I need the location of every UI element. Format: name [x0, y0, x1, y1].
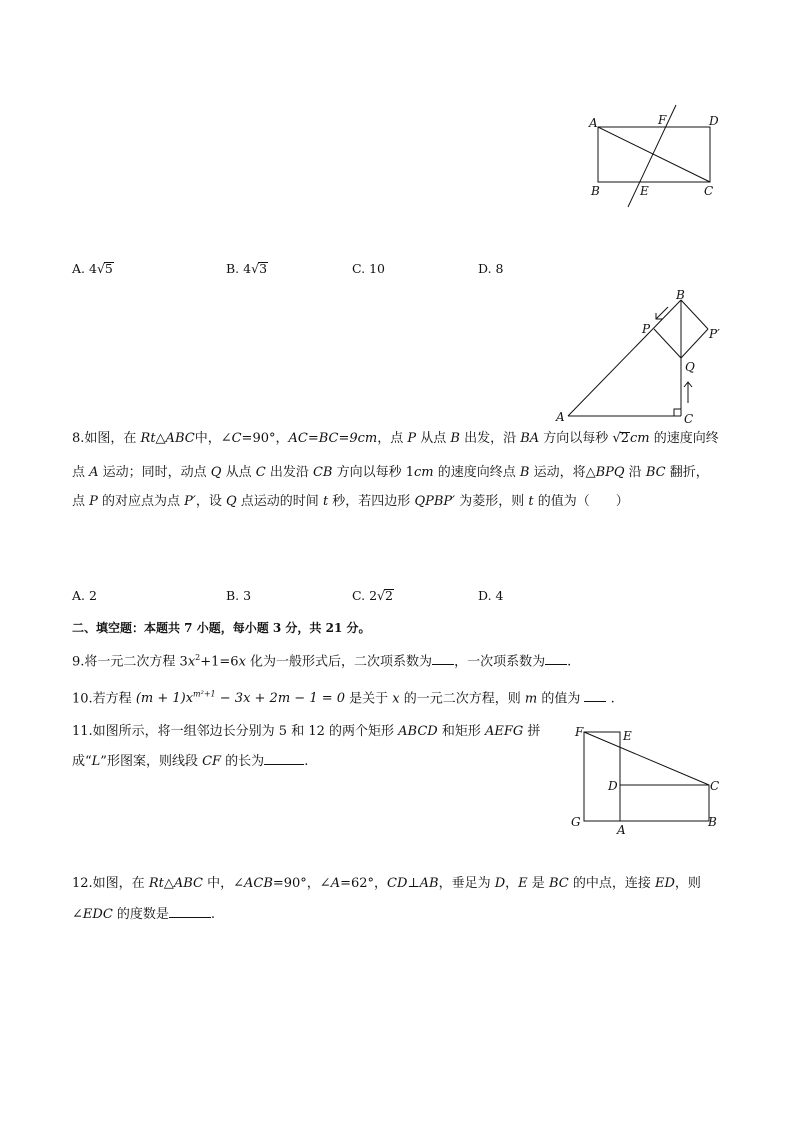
- q12-blank[interactable]: [169, 906, 211, 918]
- q7-option-a: A. 4√5: [72, 261, 113, 276]
- label-b: B: [708, 815, 717, 829]
- q8-option-b: B. 3: [226, 588, 252, 603]
- label-g: G: [571, 815, 581, 829]
- q9-blank-1[interactable]: [432, 653, 454, 665]
- label-p-prime: P′: [709, 327, 720, 341]
- q11-figure: [565, 720, 730, 840]
- label-b: B: [676, 288, 685, 302]
- q8-option-d: D. 4: [478, 588, 504, 603]
- label-f: F: [575, 725, 584, 739]
- label-d: D: [608, 779, 618, 793]
- segment-bp-prime: [681, 300, 708, 329]
- q8-option-a: A. 2: [72, 588, 97, 603]
- label-f: F: [658, 113, 667, 127]
- segment-qp-prime: [681, 329, 708, 358]
- q7-figure: [580, 100, 730, 215]
- rect-abcd: [620, 785, 709, 821]
- label-e: E: [623, 729, 632, 743]
- q12-line-2: ∠EDC 的度数是 .: [72, 907, 216, 922]
- q12-line-1: 12.如图，在 Rt△ABC 中，∠ACB=90°，∠A=62°，CD⊥AB，垂足为 D，E 是 BC 的中点，连接 ED，则: [72, 876, 701, 891]
- arrow-p: [656, 307, 668, 319]
- section-2-title: 二、填空题：本题共 7 小题，每小题 3 分，共 21 分。: [72, 621, 371, 635]
- q10-blank[interactable]: [584, 690, 606, 702]
- label-c: C: [684, 412, 694, 426]
- right-angle-mark: [674, 409, 681, 416]
- label-c: C: [704, 184, 714, 198]
- label-a: A: [589, 116, 598, 130]
- label-c: C: [710, 779, 720, 793]
- label-q: Q: [685, 360, 695, 374]
- sqrt-symbol: √: [377, 588, 385, 603]
- line-fe: [628, 105, 676, 207]
- label-p: P: [642, 322, 651, 336]
- q8-line-1: 8.如图，在 Rt△ABC中，∠C=90°，AC=BC=9cm，点 P 从点 B 出发，沿 BA 方向以每秒 √2cm 的速度向终: [72, 431, 719, 446]
- label-d: D: [709, 114, 719, 128]
- segment-cf: [584, 732, 709, 785]
- q11-blank[interactable]: [264, 753, 304, 765]
- q10-equation: $(m + 1)x^{m^2+1} - 3x + 2m - 1 = 0$: [135, 690, 346, 707]
- label-e: E: [640, 184, 649, 198]
- diagonal-ac: [598, 127, 710, 182]
- q7-option-c: C. 10: [352, 261, 385, 276]
- q9-text: 9.将一元二次方程 $3x^2+1=6x$ 化为一般形式后，二次项系数为 ，一次项系数为 .: [72, 653, 572, 670]
- segment-pq: [654, 329, 681, 358]
- q7-option-b: B. 4√3: [226, 261, 268, 276]
- label-b: B: [591, 184, 600, 198]
- q11-line-2: 成“L”形图案，则线段 CF 的长为 .: [72, 754, 309, 769]
- label-a: A: [556, 410, 565, 424]
- segment-ab: [568, 300, 681, 416]
- q10-text: 10.若方程 $(m + 1)x^{m^2+1} - 3x + 2m - 1 = 0$ 是关于 x 的一元二次方程，则 m 的值为 .: [72, 690, 615, 707]
- q11-line-1: 11.如图所示，将一组邻边长分别为 5 和 12 的两个矩形 ABCD 和矩形 AEFG 拼: [72, 724, 541, 739]
- sqrt-symbol: √: [251, 261, 260, 276]
- q8-figure: [550, 285, 730, 430]
- sqrt-symbol: √: [96, 261, 105, 276]
- q8-option-c: C. 2√2: [352, 588, 393, 603]
- q8-line-2: 点 A 运动；同时，动点 Q 从点 C 出发沿 CB 方向以每秒 1cm 的速度向终点 B 运动，将△BPQ 沿 BC 翻折，: [72, 465, 709, 480]
- q8-line-3: 点 P 的对应点为点 P′，设 Q 点运动的时间 t 秒，若四边形 QPBP′ 为菱形，则 t 的值为（ ）: [72, 494, 629, 509]
- sqrt-symbol: √: [612, 431, 621, 446]
- q9-blank-2[interactable]: [545, 653, 567, 665]
- q7-option-d: D. 8: [478, 261, 504, 276]
- label-a: A: [617, 823, 626, 837]
